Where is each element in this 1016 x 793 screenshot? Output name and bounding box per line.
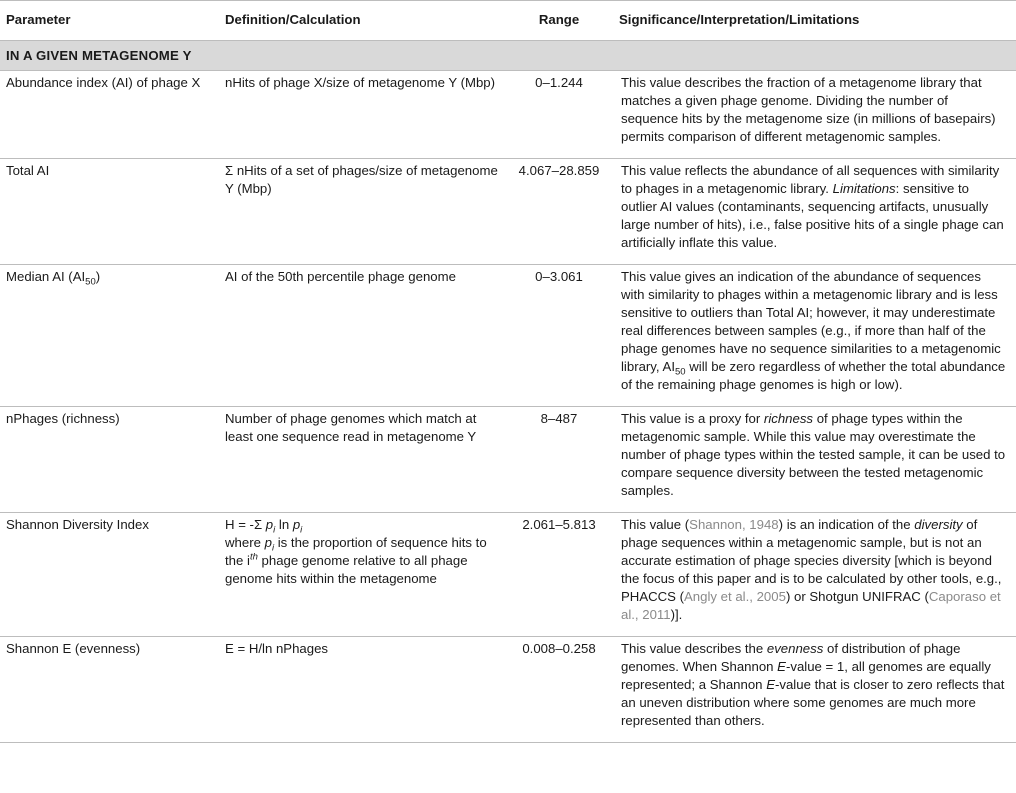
cell-range: 8–487	[507, 407, 613, 513]
cell-range: 0–3.061	[507, 265, 613, 407]
table-row	[0, 265, 1016, 407]
emphasis: diversity	[914, 517, 963, 532]
emphasis: evenness	[766, 641, 824, 656]
emphasis: Limitations	[832, 181, 896, 196]
citation-link[interactable]: Angly et al., 2005	[684, 589, 786, 604]
header-range: Range	[507, 1, 613, 41]
cell-definition: Σ nHits of a set of phages/size of metagenome Y (Mbp)	[219, 159, 507, 265]
cell-range: 0.008–0.258	[507, 637, 613, 743]
cell-definition: Number of phage genomes which match at least one sequence read in metagenome Y	[219, 407, 507, 513]
cell-parameter: Median AI $(AI_{50})$	[0, 265, 219, 407]
cell-parameter: Total AI	[0, 159, 219, 265]
header-parameter: Parameter	[0, 1, 219, 41]
cell-parameter: nPhages (richness)	[0, 407, 219, 513]
cell-definition: E = H/ln nPhages	[219, 637, 507, 743]
emphasis: richness	[763, 411, 814, 426]
cell-significance: This value describes the fraction of a metagenome library that matches a given phage genome. Dividing the number of sequence hits by the metagenome size (in millions of basepairs) permits comparison of different metagenomic samples.	[613, 71, 1016, 159]
table-row	[0, 159, 1016, 265]
header-row	[0, 1, 1016, 41]
cell-significance: This value gives an indication of the abundance of sequences with similarity to phages within a metagenomic library and is less sensitive to outliers than Total AI; however, it may underestimate real differences between samples (e.g., if more than half of the phage genomes have no sequence similarities to a metagenomic library, $AI_{50}$ will be zero regardless of whether the total abundance of the remaining phage genomes is high or low).	[613, 265, 1016, 407]
citation-link[interactable]: Caporaso et al., 2011	[621, 589, 1001, 622]
cell-significance: This value describes the evenness of distribution of phage genomes. When Shannon E-value = 1, all genomes are equally represented; a Shannon E-value that is closer to zero reflects that an uneven distribution where some genomes are much more represented than others.	[613, 637, 1016, 743]
citation-link[interactable]: Shannon, 1948	[689, 517, 779, 532]
cell-parameter: Abundance index (AI) of phage X	[0, 71, 219, 159]
table-row	[0, 407, 1016, 513]
table-row	[0, 71, 1016, 159]
cell-parameter: Shannon Diversity Index	[0, 513, 219, 637]
cell-parameter: Shannon E (evenness)	[0, 637, 219, 743]
section-row	[0, 41, 1016, 71]
header-definition: Definition/Calculation	[219, 1, 507, 41]
header-significance: Significance/Interpretation/Limitations	[613, 1, 1016, 41]
section-title: IN A GIVEN METAGENOME Y	[0, 41, 1016, 71]
table-row	[0, 513, 1016, 637]
cell-significance: This value is a proxy for richness of phage types within the metagenomic sample. While this value may overestimate the number of phage types within the tested sample, it can be used to compare sequence diversity between the tested metagenomic samples.	[613, 407, 1016, 513]
cell-definition: AI of the 50th percentile phage genome	[219, 265, 507, 407]
cell-range: 0–1.244	[507, 71, 613, 159]
cell-significance: This value reflects the abundance of all sequences with similarity to phages in a metagenomic library. Limitations: sensitive to outlier AI values (contaminants, sequencing artifacts, unusually large number of hits), i.e., false positive hits of a single phage can artificially inflate this value.	[613, 159, 1016, 265]
table-row	[0, 637, 1016, 743]
cell-definition: nHits of phage X/size of metagenome Y (Mbp)	[219, 71, 507, 159]
cell-significance: This value (Shannon, 1948) is an indication of the diversity of phage sequences within a metagenomic sample, but is not an accurate estimation of phage species diversity [which is beyond the focus of this paper and is to be calculated by other tools, e.g., PHACCS (Angly et al., 2005) or Shotgun UNIFRAC (Caporaso et al., 2011)].	[613, 513, 1016, 637]
cell-range: 2.061–5.813	[507, 513, 613, 637]
cell-range: 4.067–28.859	[507, 159, 613, 265]
cell-definition: H = -Σ $p_i$ $\ln p_i$ where $p_i$ is the proportion of sequence hits to the $i^{th}$ phage genome relative to all phage genome hits within the metagenome	[219, 513, 507, 637]
